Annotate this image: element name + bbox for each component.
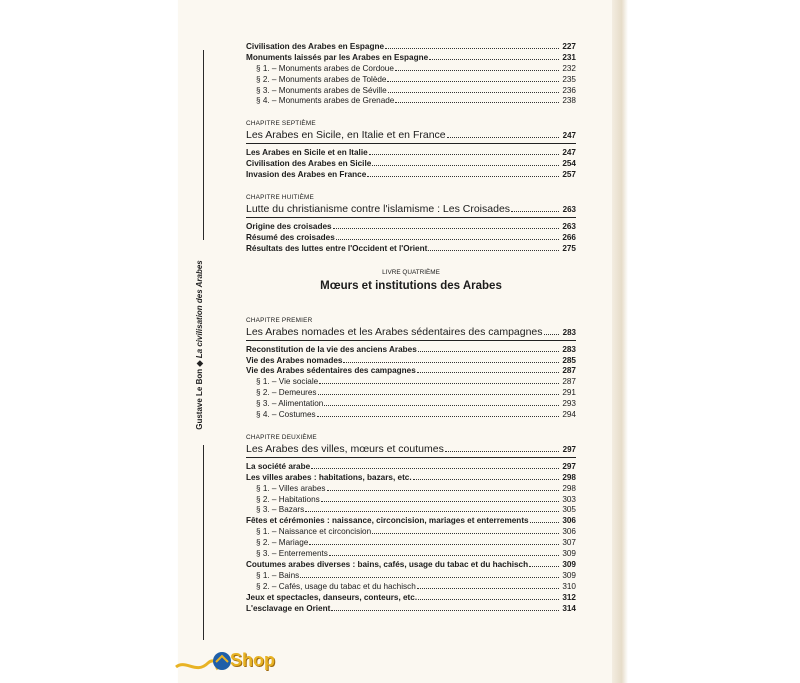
toc-entry-title: § 4. – Monuments arabes de Grenade — [256, 96, 395, 106]
toc-entry-title: Jeux et spectacles, danseurs, conteurs, etc. — [246, 592, 418, 602]
leader-dots — [395, 102, 559, 103]
toc-entry-title: L'esclavage en Orient — [246, 603, 331, 613]
toc-entry-title: La société arabe — [246, 461, 311, 471]
toc-subsection-row[interactable] — [246, 484, 576, 495]
leader-dots — [447, 137, 559, 138]
toc-section-row[interactable] — [246, 222, 576, 233]
toc-section-row[interactable] — [246, 516, 576, 527]
toc-entry-page: 247 — [562, 148, 576, 158]
toc-entry-page: 287 — [562, 366, 576, 376]
chapter-label: CHAPITRE PREMIER — [246, 316, 313, 324]
toc-subsection-row[interactable] — [246, 96, 576, 107]
toc-entry-page: 306 — [562, 527, 576, 537]
leader-dots — [372, 165, 559, 166]
chapter-title: Les Arabes en Sicile, en Italie et en France — [246, 129, 446, 142]
toc-entry-page: 310 — [562, 581, 576, 591]
leader-dots — [417, 588, 559, 589]
chapter-title-row[interactable] — [246, 325, 576, 339]
chapter-page: 263 — [562, 205, 576, 215]
toc-subsection-row[interactable] — [246, 75, 576, 86]
chapter-page: 247 — [562, 131, 576, 141]
chapter-items — [246, 148, 576, 181]
toc-subsection-row[interactable] — [246, 527, 576, 538]
toc-subsection-row[interactable] — [246, 495, 576, 506]
toc-subsection-row[interactable] — [246, 582, 576, 593]
toc-entry-title: Invasion des Arabes en France — [246, 170, 367, 180]
toc-section-row[interactable] — [246, 356, 576, 367]
toc-entry-title: § 1. – Monuments arabes de Cordoue — [256, 63, 394, 73]
toc-entry-title: Origine des croisades — [246, 222, 332, 232]
running-header-title: La civilisation des Arabes — [195, 260, 204, 359]
toc-entry-page: 294 — [562, 410, 576, 420]
chapter-rule — [246, 143, 576, 144]
leader-dots — [309, 544, 559, 545]
toc-section-row[interactable] — [246, 604, 576, 615]
toc-entry-page: 257 — [562, 170, 576, 180]
leader-dots — [367, 176, 559, 177]
leader-dots — [311, 468, 559, 469]
toc-subsection-row[interactable] — [246, 64, 576, 75]
leader-dots — [300, 577, 559, 578]
leader-dots — [418, 599, 559, 600]
toc-entry-page: 309 — [562, 549, 576, 559]
toc-entry-page: 298 — [562, 483, 576, 493]
toc-entry-title: Fêtes et cérémonies : naissance, circoncision, mariages et enterrements — [246, 516, 529, 526]
book-title: Mœurs et institutions des Arabes — [320, 279, 502, 292]
toc-entry-page: 312 — [562, 592, 576, 602]
toc-entry-page: 314 — [562, 603, 576, 613]
chapter-title: Lutte du christianisme contre l'islamisme : Les Croisades — [246, 203, 511, 216]
leader-dots — [369, 154, 559, 155]
toc-entry-title: § 3. – Monuments arabes de Séville — [256, 85, 387, 95]
leader-dots — [428, 250, 559, 251]
leader-dots — [445, 451, 559, 452]
toc-entry-title: Monuments laissés par les Arabes en Espagne — [246, 52, 429, 62]
leader-dots — [324, 405, 559, 406]
toc-entry-title: Vie des Arabes nomades — [246, 355, 343, 365]
chapter-page: 297 — [562, 444, 576, 454]
book-label: LIVRE QUATRIÈME — [382, 268, 440, 276]
shop-logo-text: Shop — [230, 650, 275, 670]
toc-entry-title: § 3. – Enterrements — [256, 549, 328, 559]
toc-entry-page: 266 — [562, 232, 576, 242]
table-of-contents — [246, 42, 576, 614]
leader-dots — [321, 501, 559, 502]
section-continued — [246, 42, 576, 107]
toc-section-row[interactable] — [246, 170, 576, 181]
toc-entry-title: § 2. – Monuments arabes de Tolède — [256, 74, 387, 84]
leader-dots — [343, 362, 559, 363]
toc-entry-page: 297 — [562, 461, 576, 471]
chapter-title: Les Arabes nomades et les Arabes sédentaires des campagnes — [246, 325, 543, 338]
leader-dots — [529, 566, 559, 567]
toc-section-row[interactable] — [246, 345, 576, 356]
chapter-title: Les Arabes des villes, mœurs et coutumes — [246, 442, 444, 455]
toc-entry-title: Coutumes arabes diverses : bains, cafés, usage du tabac et du hachisch — [246, 559, 529, 569]
toc-subsection-row[interactable] — [246, 410, 576, 421]
toc-section-row[interactable] — [246, 159, 576, 170]
leader-dots — [544, 334, 559, 335]
chapter-items — [246, 462, 576, 614]
leader-dots — [372, 533, 559, 534]
running-header-author: Gustave Le Bon — [195, 368, 204, 430]
toc-entry-page: 309 — [562, 559, 576, 569]
toc-entry-title: § 1. – Villes arabes — [256, 483, 326, 493]
leader-dots — [511, 211, 559, 212]
toc-subsection-row[interactable] — [246, 388, 576, 399]
toc-section-row[interactable] — [246, 366, 576, 377]
chapter-title-row[interactable] — [246, 442, 576, 456]
toc-entry-title: Civilisation des Arabes en Sicile — [246, 159, 372, 169]
toc-entry-page: 293 — [562, 399, 576, 409]
chapter-page: 283 — [562, 327, 576, 337]
toc-section-row[interactable] — [246, 560, 576, 571]
chapter-rule — [246, 340, 576, 341]
toc-subsection-row[interactable] — [246, 505, 576, 516]
toc-entry-title: Reconstitution de la vie des anciens Arabes — [246, 344, 417, 354]
leader-dots — [385, 48, 559, 49]
toc-entry-title: § 4. – Costumes — [256, 410, 316, 420]
toc-entry-title: § 2. – Cafés, usage du tabac et du hachisch — [256, 581, 416, 591]
leader-dots — [333, 228, 559, 229]
toc-entry-title: § 1. – Vie sociale — [256, 377, 319, 387]
toc-section-row[interactable] — [246, 233, 576, 244]
toc-entry-title: § 1. – Naissance et circoncision — [256, 527, 372, 537]
leader-dots — [530, 522, 559, 523]
toc-subsection-row[interactable] — [246, 86, 576, 97]
leader-dots — [317, 416, 559, 417]
chapter-rule — [246, 457, 576, 458]
toc-entry-title: Résultats des luttes entre l'Occident et l'Orient — [246, 243, 428, 253]
leader-dots — [336, 239, 559, 240]
toc-entry-page: 263 — [562, 222, 576, 232]
toc-entry-page: 235 — [562, 74, 576, 84]
toc-entry-page: 254 — [562, 159, 576, 169]
leader-dots — [329, 555, 559, 556]
toc-entry-title: Civilisation des Arabes en Espagne — [246, 42, 385, 51]
leader-dots — [305, 511, 559, 512]
toc-section-row[interactable] — [246, 593, 576, 604]
chapter-title-row[interactable] — [246, 128, 576, 142]
running-header — [195, 250, 204, 440]
leader-dots — [388, 92, 559, 93]
leader-dots — [395, 70, 559, 71]
toc-subsection-row[interactable] — [246, 399, 576, 410]
leader-dots — [413, 479, 559, 480]
toc-entry-title: § 2. – Mariage — [256, 538, 309, 548]
spine-rule-top — [203, 50, 204, 240]
toc-subsection-row[interactable] — [246, 538, 576, 549]
toc-entry-title: Les villes arabes : habitations, bazars, etc. — [246, 472, 412, 482]
leader-dots — [387, 81, 559, 82]
toc-entry-page: 309 — [562, 570, 576, 580]
toc-entry-page: 285 — [562, 355, 576, 365]
toc-entry-title: Vie des Arabes sédentaires des campagnes — [246, 366, 416, 376]
toc-entry-page: 236 — [562, 85, 576, 95]
toc-entry-page: 305 — [562, 505, 576, 515]
toc-section-row[interactable] — [246, 244, 576, 255]
leader-dots — [318, 394, 559, 395]
toc-entry-page: 307 — [562, 538, 576, 548]
leader-dots — [327, 490, 560, 491]
chapter-label: CHAPITRE HUITIÈME — [246, 194, 315, 202]
toc-entry-page: 287 — [562, 377, 576, 387]
toc-entry-title: § 3. – Bazars — [256, 505, 305, 515]
toc-entry-title: § 1. – Bains — [256, 570, 300, 580]
toc-entry-page: 283 — [562, 344, 576, 354]
toc-section-row[interactable] — [246, 148, 576, 159]
toc-section-row[interactable] — [246, 462, 576, 473]
toc-entry-page: 291 — [562, 388, 576, 398]
toc-entry-page: 306 — [562, 516, 576, 526]
chapter-items — [246, 222, 576, 255]
chapter-items — [246, 345, 576, 421]
toc-section-row[interactable] — [246, 53, 576, 64]
toc-subsection-row[interactable] — [246, 377, 576, 388]
leader-dots — [429, 59, 559, 60]
leader-dots — [331, 610, 559, 611]
toc-entry-title: § 2. – Demeures — [256, 388, 317, 398]
toc-section-row[interactable] — [246, 42, 576, 53]
toc-entry-title: Résumé des croisades — [246, 232, 335, 242]
toc-entry-page: 232 — [562, 63, 576, 73]
toc-entry-page: 238 — [562, 96, 576, 106]
chapter-label: CHAPITRE SEPTIÈME — [246, 120, 316, 128]
chapter-title-row[interactable] — [246, 202, 576, 216]
toc-subsection-row[interactable] — [246, 549, 576, 560]
leader-dots — [417, 372, 559, 373]
leader-dots — [418, 351, 559, 352]
toc-entry-page: 231 — [562, 52, 576, 62]
toc-entry-page: 227 — [562, 42, 576, 51]
toc-entry-page: 303 — [562, 494, 576, 504]
toc-subsection-row[interactable] — [246, 571, 576, 582]
chapter-rule — [246, 217, 576, 218]
toc-entry-page: 298 — [562, 472, 576, 482]
toc-section-row[interactable] — [246, 473, 576, 484]
running-header-separator: ◆ — [195, 360, 204, 367]
chapter-label: CHAPITRE DEUXIÈME — [246, 433, 317, 441]
page-edge — [612, 0, 628, 683]
spine-rule-bottom — [203, 445, 204, 640]
toc-entry-title: § 2. – Habitations — [256, 494, 320, 504]
toc-entry-page: 275 — [562, 243, 576, 253]
toc-entry-title: § 3. – Alimentation — [256, 399, 324, 409]
leader-dots — [319, 383, 559, 384]
toc-entry-title: Les Arabes en Sicile et en Italie — [246, 148, 368, 158]
